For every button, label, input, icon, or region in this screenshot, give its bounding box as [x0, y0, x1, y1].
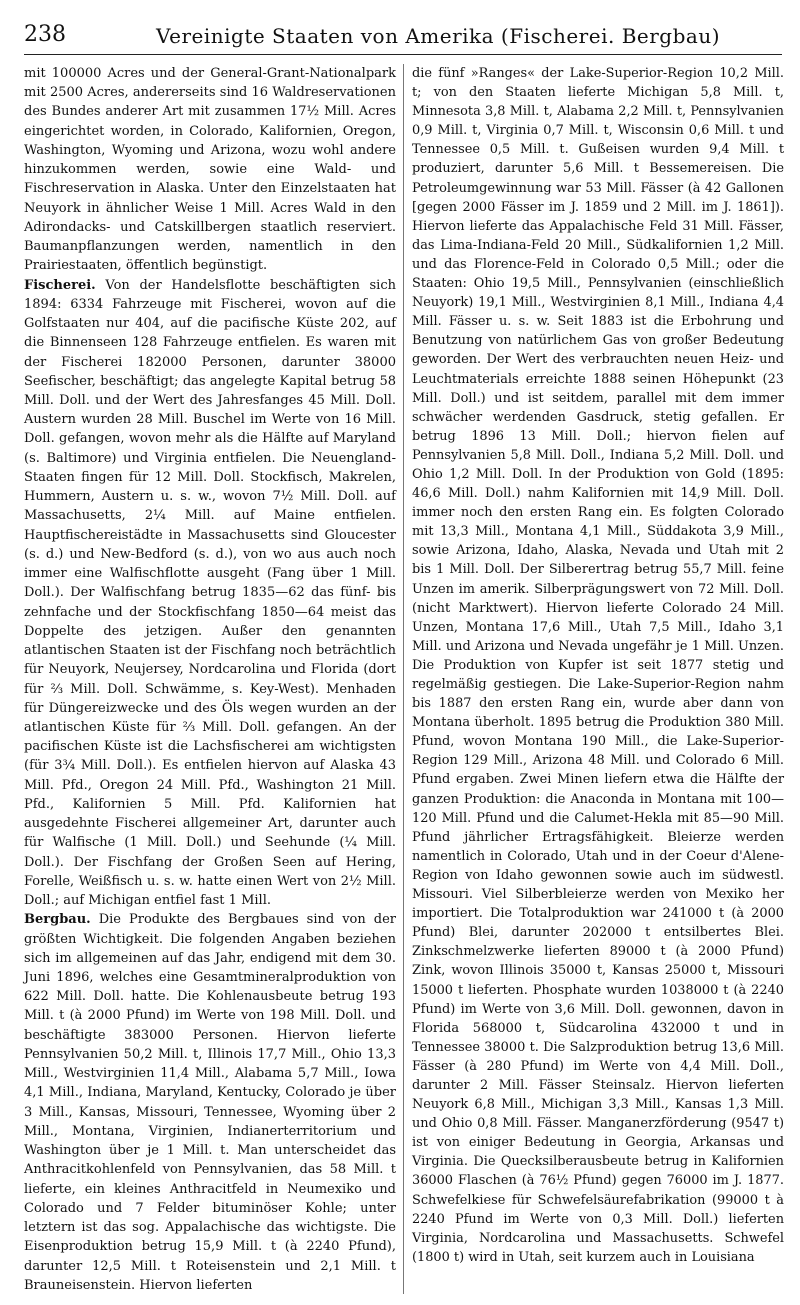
- column-divider: [403, 64, 404, 1294]
- running-title: Vereinigte Staaten von Amerika (Fischerei. Bergbau): [156, 24, 720, 48]
- fischerei-text: Von der Handelsflotte beschäftigten sich 1894: 6334 Fahrzeuge mit Fischerei, wovon auf die Golfstaaten nur 404, auf die pacifische Küste 202, auf die Binnenseen 128 Fahrzeuge entfielen. Es waren mit der Fischerei 182000 Personen, darunter 38000 Seefischer, beschäftigt; das angelegte Kapital betrug 58 Mill. Doll. und der Wert des Jahresfanges 45 Mill. Doll. Austern wurden 28 Mill. Buschel im Werte von 16 Mill. Doll. gefangen, wovon mehr als die Hälfte auf Maryland (s. Baltimore) und Virginia entfielen. Die Neuengland-Staaten fingen für 12 Mill. Doll. Stockfisch, Makrelen, Hummern, Austern u. s. w., wovon 7½ Mill. Doll. auf Massachusetts, 2¼ Mill. auf Maine entfielen. Hauptfischereistädte in Massachusetts sind Gloucester (s. d.) und New-Bedford (s. d.), von wo aus auch noch immer eine Walfischflotte ausgeht (Fang über 1 Mill. Doll.). Der Walfischfang betrug 1835—62 das fünf- bis zehnfache und der Stockfischfang 1850—64 meist das Doppelte des jetzigen. Außer den genannten atlantischen Staaten ist der Fischfang noch beträchtlich für Neuyork, Neujersey, Nordcarolina und Florida (dort für ⅔ Mill. Doll. Schwämme, s. Key-West). Menhaden für Düngereizwecke und des Öls wegen wurden an der atlantischen Küste für ⅔ Mill. Doll. gefangen. An der pacifischen Küste ist die Lachsfischerei am wichtigsten (für 3¾ Mill. Doll.). Es entfielen hiervon auf Alaska 43 Mill. Pfd., Oregon 24 Mill. Pfd., Washington 21 Mill. Pfd., Kalifornien 5 Mill. Pfd. Kalifornien hat ausgedehnte Fischerei allgemeiner Art, darunter auch für Walfische (1 Mill. Doll.) und Seehunde (¼ Mill. Doll.). Der Fischfang der Großen Seen auf Hering, Forelle, Weißfisch u. s. w. hatte einen Wert von 2½ Mill. Doll.; auf Michigan entfiel fast 1 Mill.: [24, 277, 396, 909]
- paragraph-mining-continued: die fünf »Ranges« der Lake-Superior-Region 10,2 Mill. t; von den Staaten lieferte Michigan 5,8 Mill. t, Minnesota 3,8 Mill. t, Alabama 2,2 Mill. t, Pennsylvanien 0,9 Mill. t, Virginia 0,7 Mill. t, Wisconsin 0,6 Mill. t und Tennessee 0,5 Mill. t. Gußeisen wurden 9,4 Mill. t produziert, darunter 5,6 Mill. t Bessemereisen. Die Petroleumgewinnung war 53 Mill. Fässer (à 42 Gallonen [gegen 2000 Fässer im J. 1859 und 2 Mill. im J. 1861]). Hiervon lieferte das Appalachische Feld 31 Mill. Fässer, das Lima-Indiana-Feld 20 Mill., Südkalifornien 1,2 Mill. und das Florence-Feld in Colorado 0,5 Mill.; oder die Staaten: Ohio 19,5 Mill., Pennsylvanien (einschließlich Neuyork) 19,1 Mill., Westvirginien 8,1 Mill., Indiana 4,4 Mill. Fässer u. s. w. Seit 1883 ist die Erbohrung und Benutzung von natürlichem Gas von großer Bedeutung geworden. Der Wert des verbrauchten neuen Heiz- und Leuchtmaterials erreichte 1888 seinen Höhepunkt (23 Mill. Doll.) und ist seitdem, parallel mit dem immer schwächer werdenden Gasdruck, stetig gefallen. Er betrug 1896 13 Mill. Doll.; hiervon fielen auf Pennsylvanien 5,8 Mill. Doll., Indiana 5,2 Mill. Doll. und Ohio 1,2 Mill. Doll. In der Produktion von Gold (1895: 46,6 Mill. Doll.) nahm Kalifornien mit 14,9 Mill. Doll. immer noch den ersten Rang ein. Es folgten Colorado mit 13,3 Mill., Montana 4,1 Mill., Süddakota 3,9 Mill., sowie Arizona, Idaho, Alaska, Nevada und Utah mit 2 bis 1 Mill. Doll. Der Silberertrag betrug 55,7 Mill. feine Unzen im amerik. Silberprägungswert von 72 Mill. Doll. (nicht Marktwert). Hiervon lieferte Colorado 24 Mill. Unzen, Montana 17,6 Mill., Utah 7,5 Mill., Idaho 3,1 Mill. und Arizona und Nevada ungefähr je 1 Mill. Unzen. Die Produktion von Kupfer ist seit 1877 stetig und regelmäßig gestiegen. Die Lake-Superior-Region nahm bis 1887 den ersten Rang ein, wurde aber dann von Montana überholt. 1895 betrug die Produktion 380 Mill. Pfund, wovon Montana 190 Mill., die Lake-Superior-Region 129 Mill., Arizona 48 Mill. und Colorado 6 Mill. Pfund ergaben. Zwei Minen liefern etwa die Hälfte der ganzen Produktion: die Anaconda in Montana mit 100—120 Mill. Pfund und die Calumet-Hekla mit 85—90 Mill. Pfund jährlicher Ertragsfähigkeit. Bleierze werden namentlich in Colorado, Utah und in der Coeur d'Alene-Region von Idaho gewonnen sowie auch im südwestl. Missouri. Viel Silberbleierze werden von Mexiko her importiert. Die Totalproduktion war 241000 t (à 2000 Pfund) Blei, darunter 202000 t entsilbertes Blei. Zinkschmelzwerke lieferten 89000 t (à 2000 Pfund) Zink, wovon Illinois 35000 t, Kansas 25000 t, Missouri 15000 t lieferten. Phosphate wurden 1038000 t (à 2240 Pfund) im Werte von 3,6 Mill. Doll. gewonnen, davon in Florida 568000 t, Südcarolina 432000 t und in Tennessee 38000 t. Die Salzproduktion betrug 13,6 Mill. Fässer (à 280 Pfund) im Werte von 4,4 Mill. Doll., darunter 2 Mill. Fässer Steinsalz. Hiervon lieferten Neuyork 6,8 Mill., Michigan 3,3 Mill., Kansas 1,3 Mill. und Ohio 0,8 Mill. Fässer. Manganerzförderung (9547 t) ist von einiger Bedeutung in Georgia, Arkansas und Virginia. Die Quecksilberausbeute betrug in Kalifornien 36000 Flaschen (à 76½ Pfund) gegen 76000 im J. 1877. Schwefelkiese für Schwefelsäurefabrikation (99000 t à 2240 Pfund im Werte von 0,3 Mill. Doll.) lieferten Virginia, Nordcarolina und Massachusetts. Schwefel (1800 t) wird in Utah, seit kurzem auch in Louisiana: [412, 66, 784, 1265]
- paragraph-forest-reserves: mit 100000 Acres und der General-Grant-Nationalpark mit 2500 Acres, andererseits sind 16 Waldreservationen des Bundes anderer Art mit zusammen 17½ Mill. Acres eingerichtet worden, in Colorado, Kalifornien, Oregon, Washington, Wyoming und Arizona, wozu wohl andere hinzukommen werden, sowie eine Wald- und Fischreservation in Alaska. Unter den Einzelstaaten hat Neuyork in ähnlicher Weise 1 Mill. Acres Wald in den Adirondacks- und Catskillbergen staatlich reserviert. Baumanpflanzungen werden, namentlich in den Prairiestaaten, öffentlich begünstigt.: [24, 66, 396, 274]
- paragraph-fischerei: [24, 276, 396, 911]
- left-column: [24, 64, 396, 1295]
- bergbau-text: Die Produkte des Bergbaues sind von der größten Wichtigkeit. Die folgenden Angaben beziehen sich im allgemeinen auf das Jahr, endigend mit dem 30. Juni 1896, welches eine Gesamtmineralproduktion von 622 Mill. Doll. hatte. Die Kohlenausbeute betrug 193 Mill. t (à 2000 Pfund) im Werte von 198 Mill. Doll. und beschäftigte 383000 Personen. Hiervon lieferte Pennsylvanien 50,2 Mill. t, Illinois 17,7 Mill., Ohio 13,3 Mill., Westvirginien 11,4 Mill., Alabama 5,7 Mill., Iowa 4,1 Mill., Indiana, Maryland, Kentucky, Colorado je über 3 Mill., Kansas, Missouri, Tennessee, Wyoming über 2 Mill., Montana, Virginien, Indianerterritorium und Washington über je 1 Mill. t. Man unterscheidet das Anthracitkohlenfeld von Pennsylvanien, das 58 Mill. t lieferte, ein kleines Anthracitfeld in Neumexiko und Colorado und 7 Felder bituminöser Kohle; unter letztern ist das sog. Appalachische das wichtigste. Die Eisenproduktion betrug 15,9 Mill. t (à 2240 Pfund), darunter 12,5 Mill. t Roteisenstein und 2,1 Mill. t Brauneisenstein. Hiervon lieferten: [24, 912, 396, 1293]
- page-header: [24, 20, 782, 55]
- paragraph-bergbau: [24, 910, 396, 1295]
- right-column: [412, 64, 784, 1267]
- entry-heading-fischerei: Fischerei.: [24, 277, 96, 293]
- entry-heading-bergbau: Bergbau.: [24, 912, 91, 928]
- page-number: 238: [24, 22, 66, 47]
